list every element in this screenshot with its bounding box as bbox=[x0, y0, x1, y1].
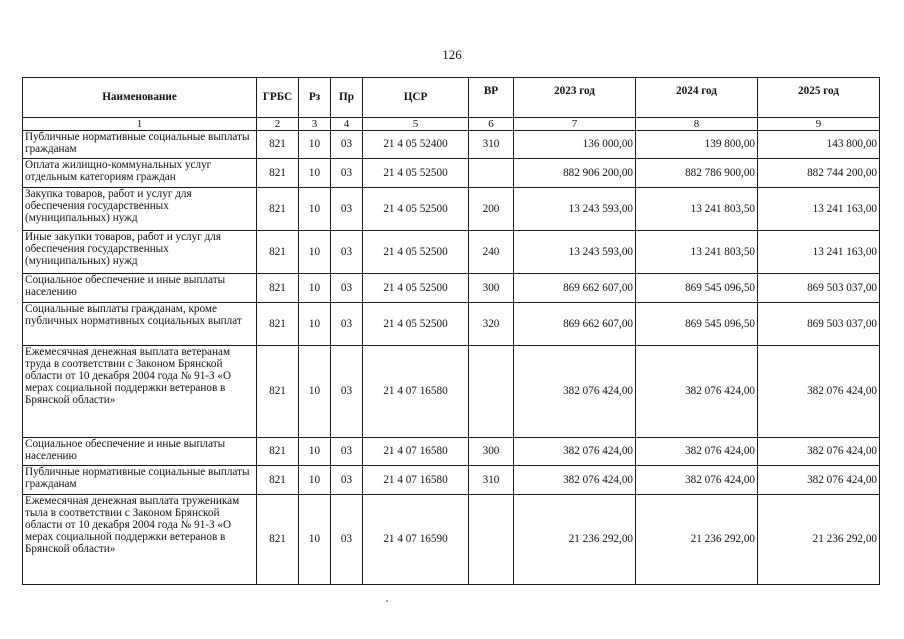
header-rz: Рз bbox=[299, 78, 331, 118]
cell-pr: 03 bbox=[331, 495, 363, 585]
header-vr: ВР bbox=[469, 78, 514, 118]
column-number: 1 bbox=[23, 118, 257, 131]
cell-2024: 13 241 803,50 bbox=[636, 231, 758, 274]
cell-rz: 10 bbox=[299, 274, 331, 303]
cell-2023: 382 076 424,00 bbox=[514, 438, 636, 466]
cell-rz: 10 bbox=[299, 188, 331, 231]
cell-vr: 240 bbox=[469, 231, 514, 274]
cell-csr: 21 4 05 52500 bbox=[363, 231, 469, 274]
cell-pr: 03 bbox=[331, 131, 363, 159]
column-number: 5 bbox=[363, 118, 469, 131]
cell-grbs: 821 bbox=[257, 188, 299, 231]
cell-name: Социальные выплаты гражданам, кроме публичных нормативных социальных выплат bbox=[23, 303, 257, 346]
cell-csr: 21 4 07 16590 bbox=[363, 495, 469, 585]
cell-2023: 882 906 200,00 bbox=[514, 159, 636, 188]
cell-2024: 13 241 803,50 bbox=[636, 188, 758, 231]
cell-2025: 13 241 163,00 bbox=[758, 188, 880, 231]
table-row bbox=[23, 231, 880, 274]
page-number: 126 bbox=[442, 47, 462, 62]
header-name: Наименование bbox=[23, 78, 257, 118]
cell-2023: 382 076 424,00 bbox=[514, 466, 636, 495]
cell-pr: 03 bbox=[331, 274, 363, 303]
cell-pr: 03 bbox=[331, 466, 363, 495]
cell-2024: 382 076 424,00 bbox=[636, 346, 758, 438]
cell-2025: 882 744 200,00 bbox=[758, 159, 880, 188]
cell-csr: 21 4 05 52500 bbox=[363, 159, 469, 188]
cell-2024: 869 545 096,50 bbox=[636, 303, 758, 346]
table-row bbox=[23, 346, 880, 438]
cell-2023: 21 236 292,00 bbox=[514, 495, 636, 585]
cell-csr: 21 4 05 52500 bbox=[363, 188, 469, 231]
cell-csr: 21 4 07 16580 bbox=[363, 346, 469, 438]
cell-2025: 869 503 037,00 bbox=[758, 274, 880, 303]
cell-pr: 03 bbox=[331, 303, 363, 346]
cell-grbs: 821 bbox=[257, 274, 299, 303]
cell-pr: 03 bbox=[331, 188, 363, 231]
table-row bbox=[23, 495, 880, 585]
cell-rz: 10 bbox=[299, 346, 331, 438]
cell-grbs: 821 bbox=[257, 131, 299, 159]
cell-name: Оплата жилищно-коммунальных услуг отдельным категориям граждан bbox=[23, 159, 257, 188]
cell-grbs: 821 bbox=[257, 231, 299, 274]
budget-table bbox=[22, 77, 880, 585]
table-row bbox=[23, 303, 880, 346]
cell-2024: 382 076 424,00 bbox=[636, 466, 758, 495]
cell-rz: 10 bbox=[299, 131, 331, 159]
cell-2023: 869 662 607,00 bbox=[514, 274, 636, 303]
cell-2024: 139 800,00 bbox=[636, 131, 758, 159]
cell-2024: 882 786 900,00 bbox=[636, 159, 758, 188]
header-pr: Пр bbox=[331, 78, 363, 118]
cell-name: Социальное обеспечение и иные выплаты населению bbox=[23, 438, 257, 466]
header-2023: 2023 год bbox=[514, 78, 636, 118]
header-2025: 2025 год bbox=[758, 78, 880, 118]
table-row bbox=[23, 159, 880, 188]
cell-name: Ежемесячная денежная выплата труженикам тыла в соответствии с Законом Брянской области от 10 декабря 2004 года № 91-З «О мерах социальной поддержки ветеранов в Брянской области» bbox=[23, 495, 257, 585]
cell-2023: 869 662 607,00 bbox=[514, 303, 636, 346]
cell-name: Социальное обеспечение и иные выплаты населению bbox=[23, 274, 257, 303]
table-row bbox=[23, 438, 880, 466]
cell-grbs: 821 bbox=[257, 466, 299, 495]
table-row bbox=[23, 274, 880, 303]
cell-vr: 300 bbox=[469, 438, 514, 466]
column-number: 2 bbox=[257, 118, 299, 131]
column-number: 9 bbox=[758, 118, 880, 131]
cell-csr: 21 4 07 16580 bbox=[363, 466, 469, 495]
cell-rz: 10 bbox=[299, 159, 331, 188]
cell-csr: 21 4 07 16580 bbox=[363, 438, 469, 466]
cell-name: Ежемесячная денежная выплата ветеранам труда в соответствии с Законом Брянской области от 10 декабря 2004 года № 91-З «О мерах социальной поддержки ветеранов в Брянской области» bbox=[23, 346, 257, 438]
cell-rz: 10 bbox=[299, 495, 331, 585]
cell-vr: 310 bbox=[469, 131, 514, 159]
cell-vr bbox=[469, 346, 514, 438]
cell-2023: 13 243 593,00 bbox=[514, 231, 636, 274]
cell-2023: 382 076 424,00 bbox=[514, 346, 636, 438]
column-number: 7 bbox=[514, 118, 636, 131]
cell-rz: 10 bbox=[299, 466, 331, 495]
column-number: 6 bbox=[469, 118, 514, 131]
cell-vr bbox=[469, 495, 514, 585]
column-number: 4 bbox=[331, 118, 363, 131]
cell-2023: 136 000,00 bbox=[514, 131, 636, 159]
cell-grbs: 821 bbox=[257, 159, 299, 188]
table-row bbox=[23, 131, 880, 159]
cell-csr: 21 4 05 52500 bbox=[363, 303, 469, 346]
cell-vr bbox=[469, 159, 514, 188]
cell-2025: 382 076 424,00 bbox=[758, 438, 880, 466]
cell-2025: 21 236 292,00 bbox=[758, 495, 880, 585]
cell-pr: 03 bbox=[331, 159, 363, 188]
cell-2025: 382 076 424,00 bbox=[758, 466, 880, 495]
cell-pr: 03 bbox=[331, 231, 363, 274]
cell-name: Иные закупки товаров, работ и услуг для обеспечения государственных (муниципальных) нужд bbox=[23, 231, 257, 274]
cell-grbs: 821 bbox=[257, 303, 299, 346]
cell-csr: 21 4 05 52500 bbox=[363, 274, 469, 303]
cell-vr: 310 bbox=[469, 466, 514, 495]
cell-grbs: 821 bbox=[257, 438, 299, 466]
cell-vr: 200 bbox=[469, 188, 514, 231]
table-row bbox=[23, 466, 880, 495]
table-header-row bbox=[23, 78, 880, 118]
cell-pr: 03 bbox=[331, 438, 363, 466]
cell-2024: 869 545 096,50 bbox=[636, 274, 758, 303]
header-2024: 2024 год bbox=[636, 78, 758, 118]
cell-rz: 10 bbox=[299, 438, 331, 466]
cell-grbs: 821 bbox=[257, 495, 299, 585]
cell-rz: 10 bbox=[299, 303, 331, 346]
cell-pr: 03 bbox=[331, 346, 363, 438]
header-csr: ЦСР bbox=[363, 78, 469, 118]
cell-2025: 869 503 037,00 bbox=[758, 303, 880, 346]
cell-name: Публичные нормативные социальные выплаты гражданам bbox=[23, 466, 257, 495]
column-number: 8 bbox=[636, 118, 758, 131]
column-number: 3 bbox=[299, 118, 331, 131]
table-row bbox=[23, 188, 880, 231]
cell-2024: 21 236 292,00 bbox=[636, 495, 758, 585]
scan-dot bbox=[386, 600, 388, 602]
cell-2025: 382 076 424,00 bbox=[758, 346, 880, 438]
cell-vr: 300 bbox=[469, 274, 514, 303]
cell-name: Публичные нормативные социальные выплаты гражданам bbox=[23, 131, 257, 159]
cell-rz: 10 bbox=[299, 231, 331, 274]
header-grbs: ГРБС bbox=[257, 78, 299, 118]
cell-grbs: 821 bbox=[257, 346, 299, 438]
cell-2025: 143 800,00 bbox=[758, 131, 880, 159]
column-number-row bbox=[23, 118, 880, 131]
cell-2024: 382 076 424,00 bbox=[636, 438, 758, 466]
cell-csr: 21 4 05 52400 bbox=[363, 131, 469, 159]
cell-2023: 13 243 593,00 bbox=[514, 188, 636, 231]
cell-name: Закупка товаров, работ и услуг для обеспечения государственных (муниципальных) нужд bbox=[23, 188, 257, 231]
cell-vr: 320 bbox=[469, 303, 514, 346]
cell-2025: 13 241 163,00 bbox=[758, 231, 880, 274]
